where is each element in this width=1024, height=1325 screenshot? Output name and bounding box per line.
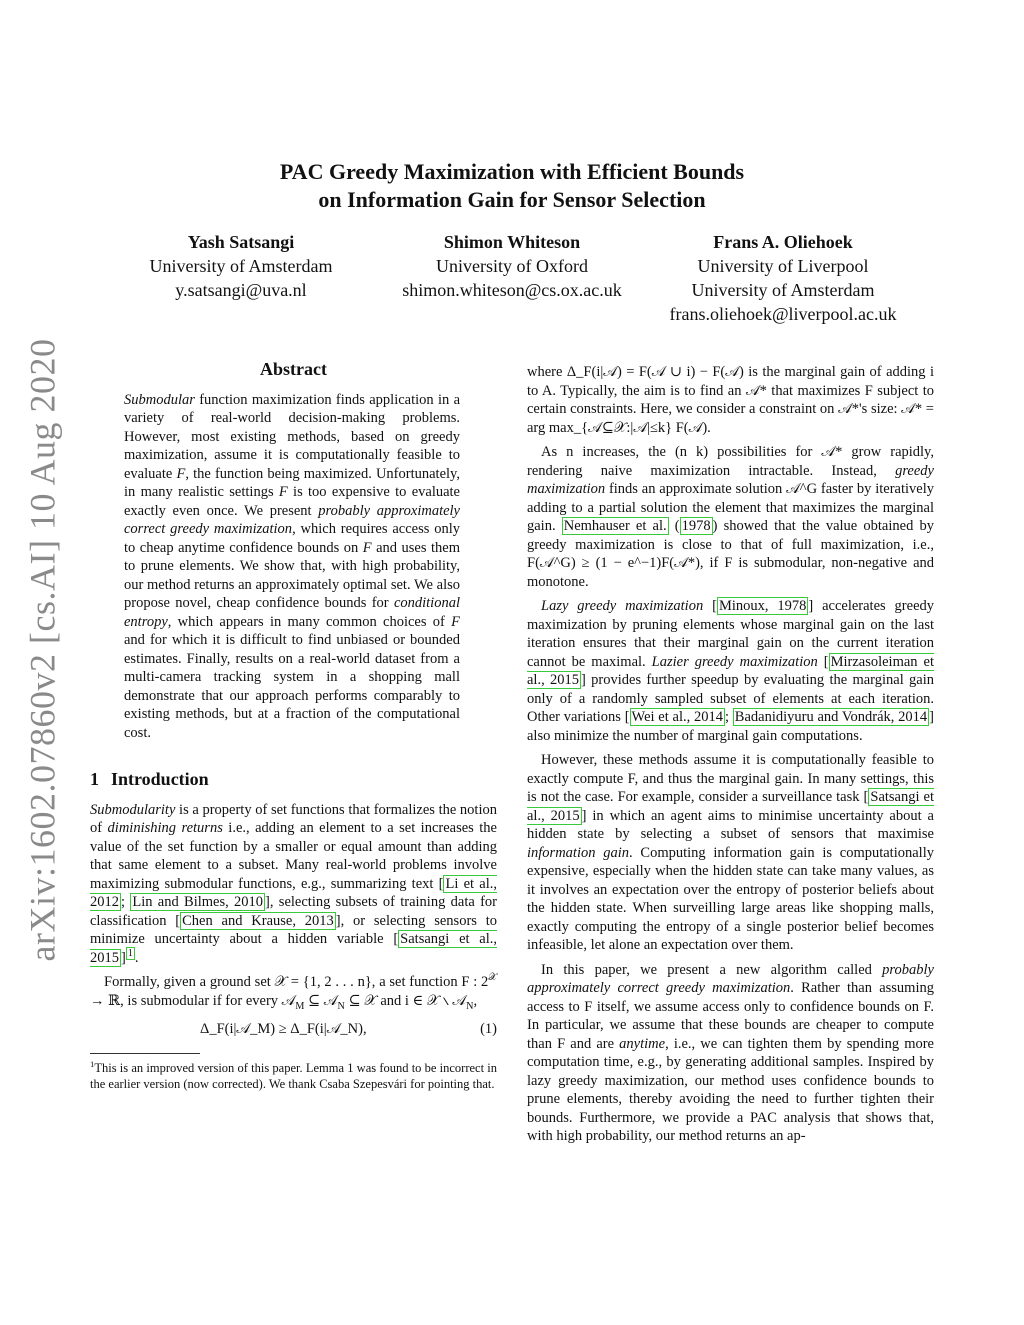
equation-body: Δ_F(i|𝒜_M) ≥ Δ_F(i|𝒜_N), [200,1021,367,1037]
abstract-heading: Abstract [260,359,327,379]
author-email: frans.oliehoek@liverpool.ac.uk [669,304,897,324]
abstract-text: Submodular function maximization finds application in a variety of real-world decision-making problems. However, most existing methods, based on greedy maximization, assume it is computationally feasible to evaluate F, the function being maximized. Unfortunately, in many realistic settings F is too expensive to evaluate exactly even once. We present probably approximately correct greedy maximization, which requires access only to cheap anytime confidence bounds on F and uses them to prune elements. We show that, with high probability, our method returns an approximately optimal set. We also propose novel, cheap confidence bounds for conditional entropy, which appears in many common choices of F and for which it is difficult to find unbiased or bounded estimates. Finally, results on a real-world dataset from a multi-camera tracking system in a shopping mall demonstrate that our approach performs comparably to existing methods, but at a fraction of the computational cost. [124,391,460,741]
citation-link[interactable]: Mirzasoleiman et al., 2015 [527,653,934,688]
arxiv-identifier-text: arXiv:1602.07860v2 [cs.AI] 10 Aug 2020 [22,338,62,962]
left-column [90,360,497,1092]
author-name: Frans A. Oliehoek [713,232,853,252]
equation-1 [90,1020,497,1039]
footnote-text: This is an improved version of this paper. Lemma 1 was found to be incorrect in the earlier version (now corrected). We thank Csaba Szepesvári for pointing that. [90,1060,497,1091]
author-affiliation: University of Oxford [436,256,588,276]
arxiv-identifier [22,338,62,962]
section-title: Introduction [111,769,209,789]
right-paragraph-4: However, these methods assume it is computationally feasible to exactly compute F, and thus the marginal gain. In many settings, this is not the case. For example, consider a surveillance task [ Satsangi et al., 2015 ] in which an agent aims to minimise uncertainty about a hidden state by selecting a subset of sensors that maximise information gain. Computing information gain is computationally expensive, especially when the hidden state can take many values, as it involves an expectation over the entropy of posterior beliefs about the hidden state. When surveilling large areas like shopping malls, exactly computing the entropy of a single posterior belief becomes infeasible, let alone an expectation over them. [527,752,934,953]
abstract-body [90,391,497,743]
paper-title [0,158,1024,214]
right-paragraph-5: In this paper, we present a new algorithm called probably approximately correct greedy maximization. Rather than assuming access to F itself, we assume access only to confidence bounds on F. In particular, we assume that these bounds are cheaper to compute than F and are anytime, i.e., we can tighten them by spending more computation time, e.g., by generating additional samples. Inspired by lazy greedy maximization, our method uses confidence bounds to prune elements, thereby avoiding the need to further tighten their bounds. Furthermore, we provide a PAC analysis that shows that, with high probability, our method returns an ap- [527,961,934,1144]
footnote-divider [90,1053,200,1054]
author-email: shimon.whiteson@cs.ox.ac.uk [402,280,622,300]
citation-link[interactable]: Satsangi et al., 2015 [527,789,934,824]
equation-number: (1) [480,1021,497,1037]
author-email: y.satsangi@uva.nl [175,280,307,300]
author-3 [633,230,933,326]
author-affiliation: University of Amsterdam [691,280,875,300]
author-affiliation: University of Liverpool [697,256,869,276]
citation-link[interactable]: Nemhauser et al. [563,518,667,534]
footnote [90,1060,497,1092]
citation-link[interactable]: Badanidiyuru and Vondrák, 2014 [734,709,928,725]
citation-link[interactable]: Chen and Krause, 2013 [182,912,334,929]
footnote-mark: 1 [90,1058,95,1069]
title-line-1: PAC Greedy Maximization with Efficient Bounds [279,159,745,184]
citation-link[interactable]: Minoux, 1978 [718,598,807,614]
right-paragraph-2: As n increases, the (n k) possibilities for 𝒜* grow rapidly, rendering naive maximization intractable. Instead, greedy maximization finds an approximate solution 𝒜^G faster by iteratively adding to a partial solution the element that maximizes the marginal gain. Nemhauser et al. ( 1978 ) showed that the value obtained by greedy maximization is close to that of full maximization, i.e., F(𝒜^G) ≥ (1 − e^−1)F(𝒜*), if F is submodular, non-negative and monotone. [527,444,934,590]
intro-paragraph-1: Submodularity is a property of set functions that formalizes the notion of diminishing returns i.e., adding an element to a set increases the value of the set function by a smaller or equal amount than adding that same element to a subset. Many real-world problems involve maximizing submodular functions, e.g., summarizing text [ Li et al., 2012 ; Lin and Bilmes, 2010 ], selecting subsets of training data for classification [ Chen and Krause, 2013 ], or selecting sensors to minimize uncertainty about a hidden variable [ Satsangi et al., 2015 ] $^1$ . [90,801,497,966]
footnote-link[interactable]: 1 [127,947,133,959]
author-affiliation: University of Amsterdam [149,256,333,276]
citation-link[interactable]: Satsangi et al., 2015 [90,931,497,966]
citation-link[interactable]: Wei et al., 2014 [631,709,723,725]
section-number: 1 [90,769,99,789]
author-1 [91,230,391,302]
citation-link[interactable]: 1978 [681,518,711,534]
author-block [0,230,1024,330]
citation-link[interactable]: Lin and Bilmes, 2010 [132,894,264,910]
title-line-2: on Information Gain for Sensor Selection [318,187,706,212]
author-2 [362,230,662,302]
right-paragraph-3: Lazy greedy maximization [ Minoux, 1978 ] accelerates greedy maximization by pruning elements whose marginal gain on the last iteration ensures that their marginal gain on the current iteration cannot be maximal. Lazier greedy maximization [ Mirzasoleiman et al., 2015 ] provides further speedup by evaluating the marginal gain only of a randomly sampled subset of elements at each iteration. Other variations [ Wei et al., 2014 ; Badanidiyuru and Vondrák, 2014 ] also minimize the number of marginal gain computations. [527,598,935,744]
intro-paragraph-2: Formally, given a ground set 𝒳 = {1, 2 . . . n}, a set function F : $2^𝒳$ → ℝ, is submodular if for every 𝒜$_M$ ⊆ 𝒜$_N$ ⊆ 𝒳 and i ∈ 𝒳 ∖ 𝒜$_N$, [90,972,497,1012]
section-heading-introduction [90,770,497,789]
citation-link[interactable]: Li et al., 2012 [90,875,497,910]
author-name: Shimon Whiteson [443,232,581,252]
right-paragraph-1: where Δ_F(i|𝒜) = F(𝒜 ∪ i) − F(𝒜) is the marginal gain of adding i to A. Typically, the aim is to find an 𝒜* that maximizes F subject to certain constraints. Here, we consider a constraint on 𝒜*'s size: 𝒜* = arg max_{𝒜⊆𝒳:|𝒜|≤k} F(𝒜). [527,364,934,436]
right-column [527,363,934,1152]
author-name: Yash Satsangi [187,232,295,252]
